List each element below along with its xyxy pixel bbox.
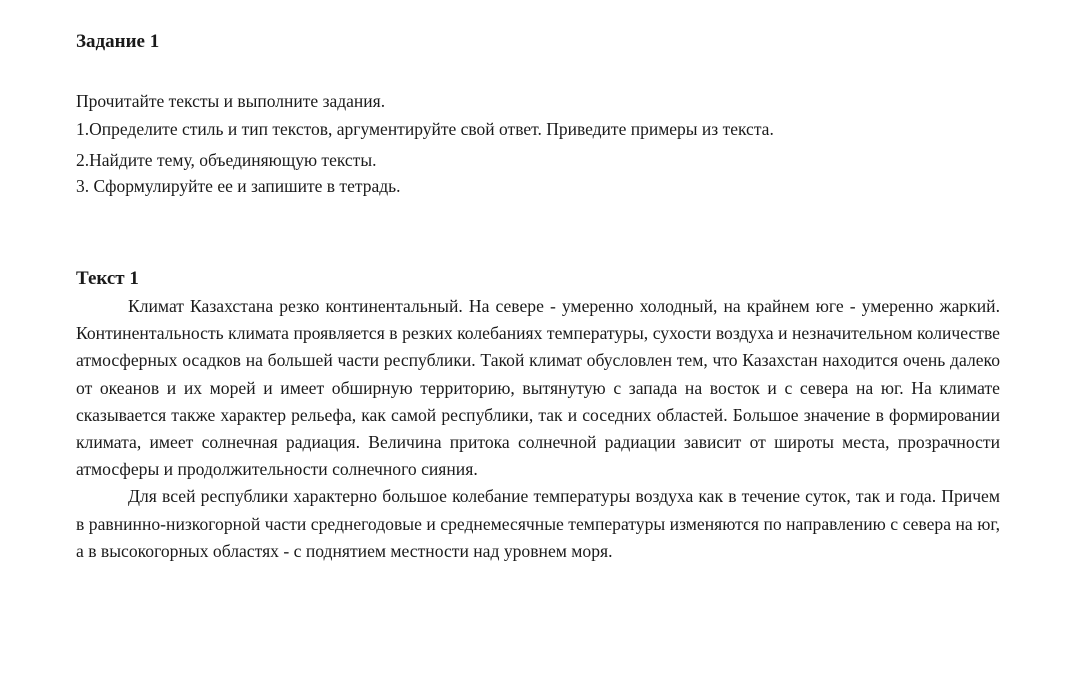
assignment-title: Задание 1 xyxy=(76,31,160,52)
paragraph-2: Для всей республики характерно большое колебание температуры воздуха как в течение суток, так и года. Причем в равнинно-низкогорной части среднегодовые и среднемесячные температуры изменяются по направлению с севера на юг, а в высокогорных областях - с поднятием местности над уровнем моря. xyxy=(76,486,1000,561)
task-item-1: 1.Определите стиль и тип текстов, аргументируйте свой ответ. Приведите примеры из текста. xyxy=(76,119,774,139)
task-item-2: 2.Найдите тему, объединяющую тексты. xyxy=(76,150,377,170)
paragraph-1: Климат Казахстана резко континентальный. На севере - умеренно холодный, на крайнем юге - умеренно жаркий. Континентальность климата проявляется в резких колебаниях температуры, сухости воздуха и незначительном количестве атмосферных осадков на большей части республики. Такой климат обусловлен тем, что Казахстан находится очень далеко от океанов и их морей и имеет обширную территорию, вытянутую с запада на восток и с севера на юг. На климате сказывается также характер рельефа, как самой республики, так и соседних областей. Большое значение в формировании климата, имеет солнечная радиация. Величина притока солнечной радиации зависит от широты места, прозрачности атмосферы и продолжительности солнечного сияния. xyxy=(76,296,1000,480)
task-item-3: 3. Сформулируйте ее и запишите в тетрадь. xyxy=(76,176,401,196)
text-title: Текст 1 xyxy=(76,268,139,289)
text-body xyxy=(76,293,1000,565)
instructions-block xyxy=(76,88,956,199)
instructions-intro: Прочитайте тексты и выполните задания. xyxy=(76,91,386,111)
